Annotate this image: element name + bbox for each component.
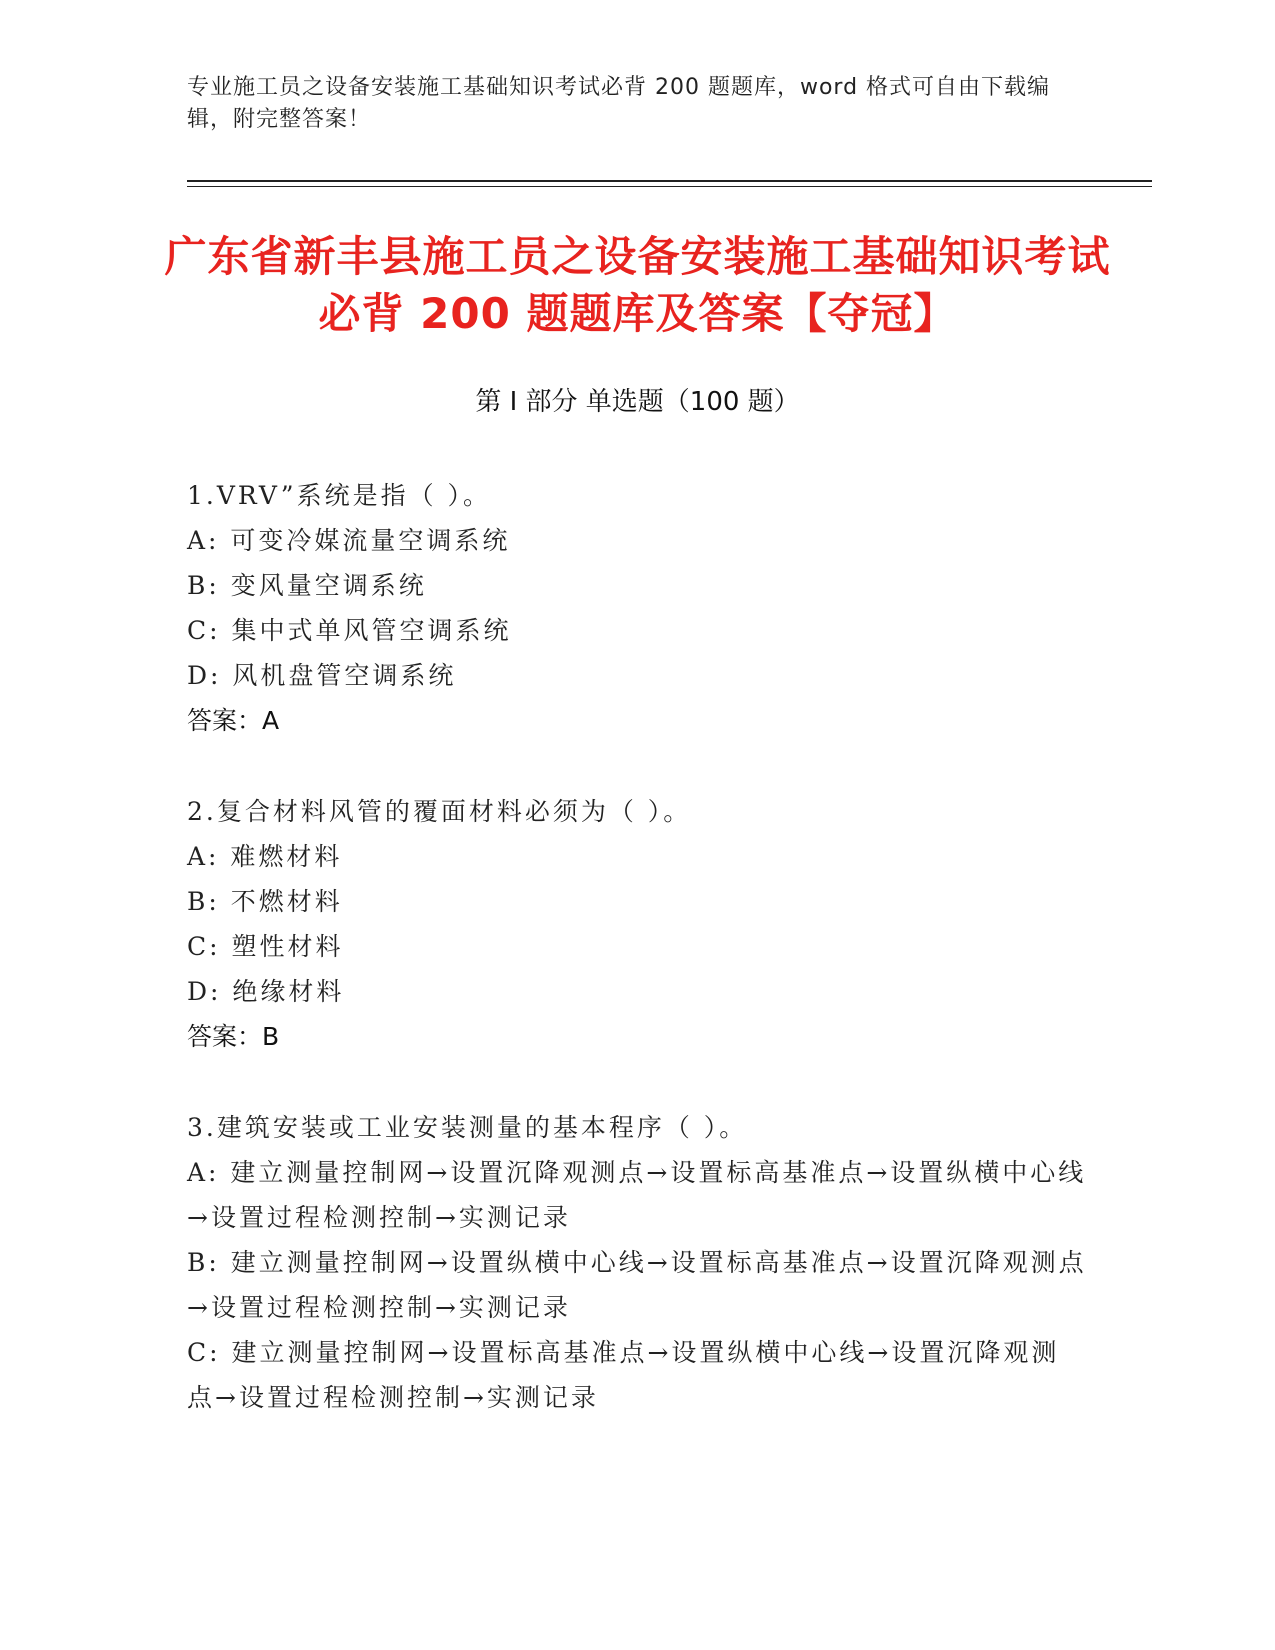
option-a: A: 难燃材料 bbox=[187, 842, 343, 871]
section-title: 第 I 部分 单选题（100 题） bbox=[475, 387, 800, 417]
option-c: C: 建立测量控制网→设置标高基准点→设置纵横中心线→设置沉降观测点→设置过程检测控制→实测记录 bbox=[187, 1338, 1060, 1412]
answer: 答案：B bbox=[187, 1022, 280, 1051]
option-b: B: 不燃材料 bbox=[187, 887, 343, 916]
question-list bbox=[187, 473, 1087, 1466]
question-1 bbox=[187, 473, 1087, 743]
option-b: B: 变风量空调系统 bbox=[187, 571, 427, 600]
option-a: A: 建立测量控制网→设置沉降观测点→设置标高基准点→设置纵横中心线→设置过程检测控制→实测记录 bbox=[187, 1158, 1087, 1232]
question-2 bbox=[187, 789, 1087, 1059]
option-d: D: 风机盘管空调系统 bbox=[187, 661, 457, 690]
question-3 bbox=[187, 1105, 1087, 1420]
header-divider-thin bbox=[187, 186, 1152, 187]
option-a: A: 可变冷媒流量空调系统 bbox=[187, 526, 511, 555]
question-stem: 1.VRV”系统是指（ ）。 bbox=[187, 481, 492, 510]
question-stem: 3.建筑安装或工业安装测量的基本程序（ ）。 bbox=[187, 1113, 748, 1142]
question-stem: 2.复合材料风管的覆面材料必须为（ ）。 bbox=[187, 797, 692, 826]
option-c: C: 塑性材料 bbox=[187, 932, 344, 961]
header-divider-thick bbox=[187, 180, 1152, 182]
option-c: C: 集中式单风管空调系统 bbox=[187, 616, 512, 645]
option-d: D: 绝缘材料 bbox=[187, 977, 345, 1006]
document-title: 广东省新丰县施工员之设备安装施工基础知识考试必背 200 题题库及答案【夺冠】 bbox=[164, 232, 1111, 338]
option-b: B: 建立测量控制网→设置纵横中心线→设置标高基准点→设置沉降观测点→设置过程检测控制→实测记录 bbox=[187, 1248, 1087, 1322]
answer: 答案：A bbox=[187, 706, 280, 735]
header-note: 专业施工员之设备安装施工基础知识考试必背 200 题题库，word 格式可自由下载编辑，附完整答案！ bbox=[187, 75, 1051, 132]
